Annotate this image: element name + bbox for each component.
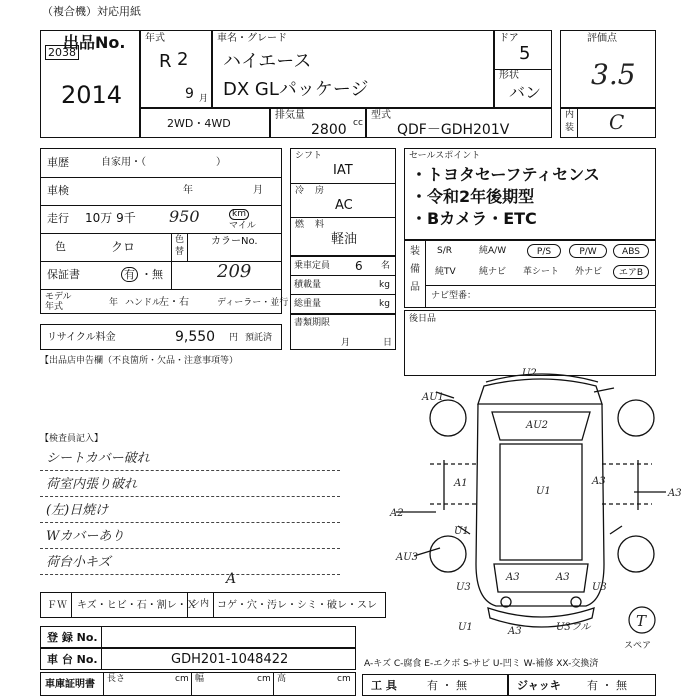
- cert-height: 高: [277, 674, 287, 684]
- dealer-label: ディーラー・並行: [217, 298, 289, 308]
- fw-row: [40, 592, 386, 618]
- roof-outline: [478, 379, 602, 404]
- recycle-label: リサイクル料金: [47, 332, 116, 343]
- color-value: クロ: [111, 240, 136, 254]
- shaken-year: 年: [183, 185, 193, 196]
- reg-label: 登 録 No.: [47, 631, 98, 644]
- chassis-row: [40, 648, 356, 670]
- side-edges: [444, 460, 638, 510]
- lot-label: 出品No.: [63, 33, 126, 52]
- recycle-note: 預託済: [245, 333, 273, 343]
- equip-ext-navi: 外ナビ: [575, 267, 603, 277]
- chassis-label: 車 台 No.: [47, 653, 98, 666]
- cert-length: 長さ: [107, 674, 126, 684]
- history-value: 自家用・（ ）: [101, 157, 226, 168]
- jack-label: ジャッキ: [517, 679, 561, 692]
- damage-mark: U3: [592, 582, 607, 593]
- month-unit: 月: [199, 94, 209, 104]
- damage-mark: AU3: [396, 552, 419, 563]
- mileage-printed: 10万 9千: [85, 211, 136, 225]
- spec-table: [290, 148, 396, 256]
- cert-cm: cm: [337, 674, 351, 684]
- inspector-note: シートカバー破れ: [46, 451, 150, 466]
- seats-label: 乗車定員: [294, 261, 331, 271]
- mile-unit: マイル: [229, 221, 256, 231]
- shift-label: シフト: [295, 151, 323, 161]
- cert-label: 車庫証明書: [45, 679, 95, 690]
- shift-value: IAT: [333, 163, 353, 178]
- spare-label: スペア: [624, 641, 652, 651]
- equip-leather: 革シート: [523, 267, 560, 277]
- year-box: [140, 30, 212, 108]
- mileage-label: 走行: [47, 212, 69, 225]
- doors-value: 5: [519, 43, 531, 64]
- disp-label: 排気量: [275, 110, 305, 121]
- model-box: [366, 108, 552, 138]
- damage-mark: A3: [506, 572, 520, 583]
- equip-label-3: 品: [410, 282, 420, 293]
- shaken-label: 車検: [47, 184, 69, 197]
- color-no-value: 209: [217, 261, 252, 282]
- weight-label: 総重量: [294, 299, 322, 309]
- damage-mark: U1: [458, 622, 473, 633]
- sales-label: セールスポイント: [409, 151, 481, 161]
- repair-label: 後日品: [409, 314, 437, 324]
- seats-unit: 名: [381, 261, 391, 271]
- damage-mark: A3: [668, 488, 682, 499]
- history-label: 車歴: [47, 156, 69, 169]
- damage-mark: U1: [536, 486, 551, 497]
- cert-cm: cm: [175, 674, 189, 684]
- color-sub-1: 色: [175, 235, 185, 245]
- door-label: ドア: [499, 33, 519, 44]
- tools-value: 有 ・ 無: [427, 679, 467, 692]
- inspector-note: 荷台小キズ: [46, 555, 111, 570]
- interior-grade: C: [609, 110, 625, 134]
- ac-label-1: 冷: [295, 186, 305, 196]
- damage-mark: AU2: [526, 420, 549, 431]
- interior-row-text: コゲ・穴・汚レ・シミ・破レ・スレ: [217, 600, 377, 611]
- equip-airbag: エアB: [613, 265, 649, 279]
- registration-row: [40, 626, 356, 648]
- name-label: 車名・グレード: [217, 33, 287, 44]
- ac-value: AC: [335, 198, 353, 213]
- color-sub-2: 替: [175, 247, 185, 257]
- wheel-front-right: [618, 536, 654, 572]
- color-no-label: カラーNo.: [211, 236, 258, 247]
- lot-box: [40, 30, 140, 138]
- fuel-label-2: 料: [315, 220, 325, 230]
- seats-value: 6: [355, 259, 363, 273]
- vehicle-info-table: [40, 148, 289, 314]
- recycle-box: [40, 324, 282, 350]
- damage-mark: U2: [522, 368, 537, 379]
- jack-value: 有 ・ 無: [587, 679, 627, 692]
- tools-label: 工 具: [371, 679, 397, 692]
- wheel-rear-right: [618, 400, 654, 436]
- weight-unit: kg: [379, 299, 390, 309]
- door-box: [494, 30, 552, 108]
- damage-mark: U3: [456, 582, 471, 593]
- chassis-value: GDH201-1048422: [171, 652, 289, 667]
- shaken-month: 月: [253, 185, 263, 196]
- spare-mark: T: [636, 612, 647, 630]
- damage-mark: A3: [592, 476, 606, 487]
- month-value: 9: [185, 86, 194, 102]
- load-unit: kg: [379, 280, 390, 290]
- lot-number: 2014: [61, 81, 123, 109]
- year-value: 2: [177, 49, 189, 70]
- drive-value: 2WD・4WD: [167, 117, 231, 130]
- top-note: （複合機）対応用紙: [42, 5, 141, 18]
- interior-box: [560, 108, 656, 138]
- fuel-value: 軽油: [331, 232, 358, 247]
- car-damage-diagram: [390, 364, 690, 660]
- model-label: 型式: [371, 110, 391, 121]
- damage-mark: A1: [454, 478, 468, 489]
- handle-label: ハンドル: [125, 298, 162, 308]
- inspector-note: Wカバーあり: [46, 529, 125, 544]
- model-value: QDF－GDH201V: [397, 122, 510, 138]
- damage-mark: U1: [454, 526, 469, 537]
- declare-label: 【出品店申告欄（不良箇所・欠品・注意事項等）: [40, 356, 239, 366]
- inspector-note: (左)日焼け: [46, 503, 109, 518]
- sales-point: ・トヨタセーフティセンス: [411, 165, 600, 184]
- shape-value: バン: [509, 83, 542, 102]
- equip-power-window: P/W: [569, 244, 607, 258]
- eval-label: 評価点: [587, 33, 617, 44]
- drive-box: [140, 108, 270, 138]
- score-value: 3.5: [591, 58, 636, 91]
- era: R: [159, 51, 172, 72]
- rear-bumper: [486, 374, 598, 382]
- damage-mark: A2: [390, 508, 404, 519]
- fuel-label-1: 燃: [295, 220, 305, 230]
- mileage-hand: 950: [169, 207, 200, 226]
- equip-alloy-wheel: 純A/W: [479, 246, 507, 256]
- grade: DX GLパッケージ: [223, 79, 369, 100]
- year-label: 年式: [145, 33, 165, 44]
- recycle-unit: 円: [229, 333, 239, 343]
- eval-box: [560, 30, 656, 108]
- ac-label-2: 房: [315, 186, 325, 196]
- color-label: 色: [55, 240, 66, 253]
- navi-model-label: ナビ型番：: [431, 291, 477, 301]
- interior-label-1: 内: [565, 110, 575, 120]
- warranty-yes: 有: [121, 267, 138, 282]
- equip-tv: 純TV: [435, 267, 456, 277]
- recycle-value: 9,550: [175, 329, 216, 345]
- cert-width: 幅: [195, 674, 205, 684]
- garage-cert-row: [40, 672, 356, 696]
- fw-text: キズ・ヒビ・石・割レ・Ｘ: [77, 600, 197, 611]
- inspector-label: 【検査員記入】: [40, 434, 104, 444]
- sales-points-box: [404, 148, 656, 240]
- warranty-label: 保証書: [47, 268, 80, 281]
- equip-label-1: 装: [410, 246, 420, 257]
- equip-power-steering: P/S: [527, 244, 561, 258]
- cabin-rect: [500, 444, 582, 560]
- shape-label: 形状: [499, 70, 519, 81]
- equip-sr: S/R: [437, 246, 452, 256]
- damage-legend: A-キズ C-腐食 E-エクボ S-サビ U-凹ミ W-補修 XX-交換済: [364, 659, 599, 669]
- wheel-front-left: [430, 536, 466, 572]
- wheel-rear-left: [430, 400, 466, 436]
- model-year-label-2: 年式: [45, 302, 64, 312]
- capacity-table: [290, 256, 396, 314]
- fw-hand-mark: A: [226, 571, 237, 587]
- inspector-note: 荷室内張り破れ: [46, 477, 138, 492]
- model-year-label-1: モデル: [45, 292, 72, 302]
- doc-month: 月: [341, 338, 351, 348]
- name-box: [212, 30, 494, 108]
- load-label: 積載量: [294, 280, 322, 290]
- doc-label: 書類期限: [294, 318, 331, 328]
- disp-unit: cc: [353, 118, 363, 128]
- interior-row-label: シ内: [191, 599, 210, 609]
- equip-abs: ABS: [613, 244, 649, 258]
- km-unit: km: [229, 209, 249, 220]
- warranty-no: ・無: [141, 268, 163, 281]
- car-name: ハイエース: [223, 51, 312, 72]
- sales-point: ・令和2年後期型: [411, 187, 535, 206]
- damage-mark: A3: [556, 572, 570, 583]
- fw-label: ＦＷ: [47, 600, 67, 611]
- equipment-box: [404, 240, 656, 308]
- jack-box: [508, 674, 656, 696]
- handle-value: 左・右: [159, 297, 189, 308]
- damage-mark: AU1: [422, 392, 445, 403]
- cert-cm: cm: [257, 674, 271, 684]
- damage-mark: U3フル: [556, 622, 591, 633]
- equip-navi: 純ナビ: [479, 267, 507, 277]
- disp-box: [270, 108, 366, 138]
- equip-label-2: 備: [410, 264, 420, 275]
- interior-label-2: 装: [565, 123, 575, 133]
- disp-value: 2800: [311, 122, 347, 138]
- doc-day: 日: [383, 338, 393, 348]
- mirrors: [458, 526, 622, 534]
- damage-mark: A3: [508, 626, 522, 637]
- lot-small-number: 2038: [45, 45, 79, 60]
- model-year-unit: 年: [109, 298, 119, 308]
- doc-box: [290, 314, 396, 350]
- tools-box: [362, 674, 508, 696]
- sales-point: ・Bカメラ・ETC: [411, 209, 537, 228]
